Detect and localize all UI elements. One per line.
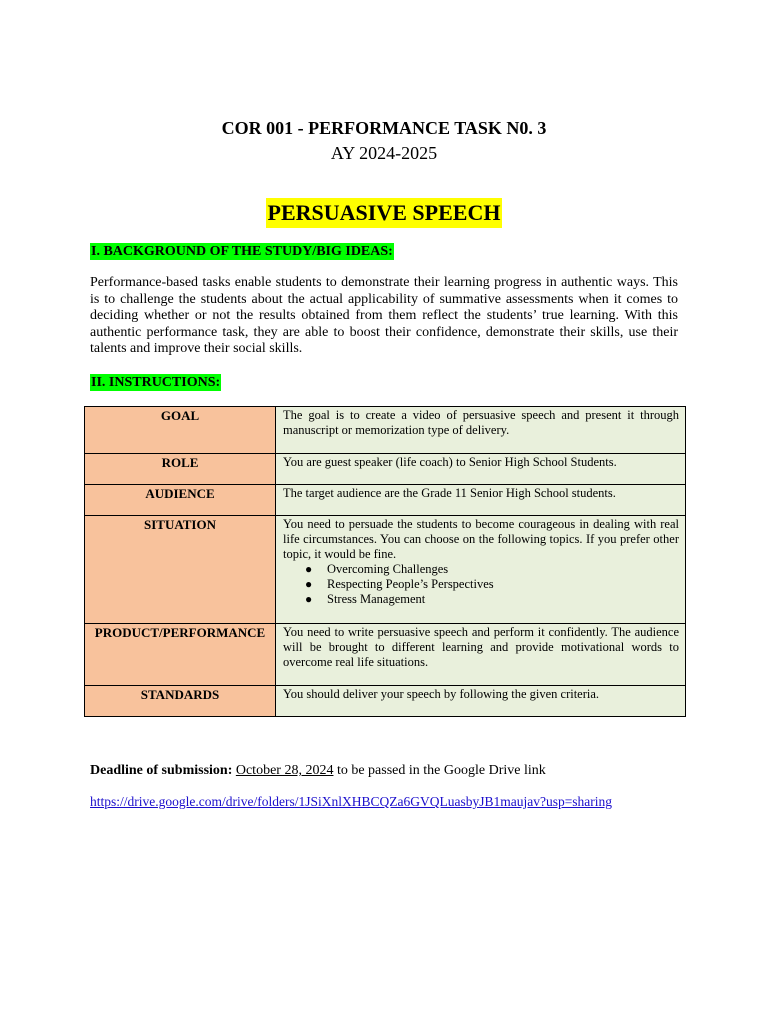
- deadline-suffix: to be passed in the Google Drive link: [333, 763, 546, 778]
- topic-label: Overcoming Challenges: [327, 562, 449, 576]
- table-row-product: [85, 624, 686, 686]
- topic-label: Stress Management: [327, 592, 426, 606]
- bullet-icon: ●: [305, 562, 313, 576]
- bullet-icon: ●: [305, 592, 313, 606]
- table-row-goal: [85, 407, 686, 454]
- speech-title: PERSUASIVE SPEECH: [266, 198, 503, 228]
- topic-label: Respecting People’s Perspectives: [327, 577, 494, 591]
- row-value-product: You need to write persuasive speech and perform it confidently. The audience will be brought to different learning and provide motivational words to overcome real life situations.: [276, 624, 686, 686]
- row-label-goal: GOAL: [85, 407, 276, 454]
- row-label-role: ROLE: [85, 454, 276, 485]
- row-label-product: PRODUCT/PERFORMANCE: [85, 624, 276, 686]
- google-drive-link[interactable]: https://drive.google.com/drive/folders/1JSiXnlXHBCQZa6GVQLuasbyJB1maujav?usp=sharing: [90, 794, 613, 809]
- table-row-standards: [85, 686, 686, 717]
- row-label-audience: AUDIENCE: [85, 485, 276, 516]
- row-value-standards: You should deliver your speech by following the given criteria.: [276, 686, 686, 717]
- deadline-date: October 28, 2024: [235, 763, 334, 778]
- background-heading: I. BACKGROUND OF THE STUDY/BIG IDEAS:: [91, 244, 393, 259]
- deadline-line: [90, 762, 546, 779]
- situation-text: You need to persuade the students to become courageous in dealing with real life circumstances. You can choose on the following topics. If you prefer other topic, it would be fine.: [283, 517, 679, 561]
- deadline-label: Deadline of submission:: [90, 763, 233, 778]
- academic-year: AY 2024-2025: [330, 143, 438, 163]
- instructions-table: [84, 406, 686, 717]
- speech-title-wrap: [0, 198, 768, 228]
- list-item: [305, 592, 679, 607]
- row-value-audience: The target audience are the Grade 11 Senior High School students.: [276, 485, 686, 516]
- list-item: [305, 562, 679, 577]
- table-row-audience: [85, 485, 686, 516]
- document-title: COR 001 - PERFORMANCE TASK N0. 3: [221, 118, 547, 138]
- bullet-icon: ●: [305, 577, 313, 591]
- table-row-situation: [85, 516, 686, 624]
- row-label-standards: STANDARDS: [85, 686, 276, 717]
- instructions-heading: II. INSTRUCTIONS:: [91, 375, 221, 390]
- row-value-situation: [276, 516, 686, 624]
- row-value-goal: The goal is to create a video of persuasive speech and present it through manuscript or memorization type of delivery.: [276, 407, 686, 454]
- row-value-role: You are guest speaker (life coach) to Senior High School Students.: [276, 454, 686, 485]
- table-row-role: [85, 454, 686, 485]
- row-label-situation: SITUATION: [85, 516, 276, 624]
- topic-list: [283, 562, 679, 607]
- list-item: [305, 577, 679, 592]
- background-paragraph: Performance-based tasks enable students to demonstrate their learning progress in authentic ways. This is to challenge the students about the actual applicability of summative assessments when it comes to deciding whether or not the results obtained from them reflect the students’ true learning. With this authentic performance task, they are able to boost their confidence, demonstrate their skills, use their talents and improve their social skills.: [90, 275, 678, 356]
